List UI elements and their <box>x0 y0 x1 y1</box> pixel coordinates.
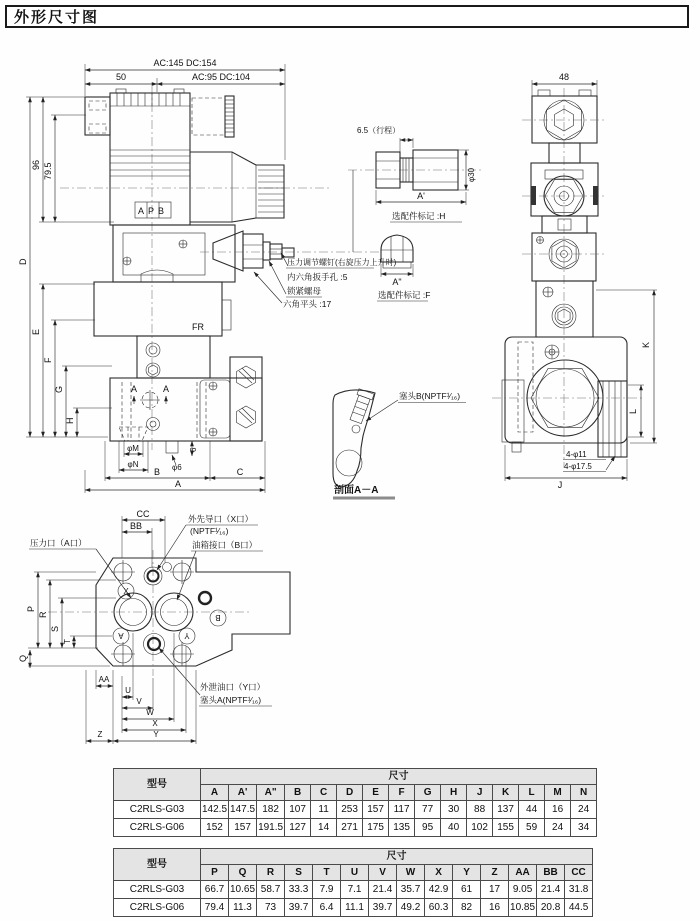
dim-value-cell: 24 <box>571 801 597 819</box>
dim-column-header: F <box>389 785 415 801</box>
dim-value-cell: 88 <box>467 801 493 819</box>
dim-value-cell: 157 <box>363 801 389 819</box>
tank-port-label: 油箱接口（B口） <box>192 540 258 550</box>
dim-table <box>113 768 597 837</box>
page-title: 外形尺寸图 <box>5 5 689 28</box>
dim-value-cell: 24 <box>545 819 571 837</box>
drain-port-label: 外泄油口（Y口） <box>200 682 266 692</box>
dim-label-d: D <box>18 258 28 265</box>
dim-column-header: BB <box>537 865 565 881</box>
dim-value-cell: 49.2 <box>397 899 425 917</box>
dim-value-cell: 34 <box>571 819 597 837</box>
dim-column-header: AA <box>509 865 537 881</box>
dim-label-q: Q <box>18 654 28 662</box>
dim-column-header: A" <box>257 785 285 801</box>
port-x-label: X <box>123 587 129 596</box>
dim-value-cell: 152 <box>201 819 229 837</box>
handle-option-drawing <box>348 125 482 252</box>
table-row <box>114 819 597 837</box>
dim-value-cell: 7.1 <box>341 881 369 899</box>
model-cell: C2RLS-G06 <box>114 899 201 917</box>
dimension-table-1 <box>113 768 597 837</box>
dim-value-cell: 10.85 <box>509 899 537 917</box>
dim-label-a-prime: A' <box>417 191 425 201</box>
option-mark-f: 选配件标记 :F <box>378 290 431 300</box>
model-header: 型号 <box>114 769 201 801</box>
dim-label-x: X <box>152 719 158 728</box>
size-header: 尺寸 <box>201 849 593 865</box>
dim-value-cell: 61 <box>453 881 481 899</box>
dim-value-cell: 14 <box>311 819 337 837</box>
dim-value-cell: 16 <box>545 801 571 819</box>
dim-label-phi-6: φ6 <box>172 463 182 472</box>
dim-label-k: K <box>641 341 651 348</box>
dim-label-c: C <box>236 467 244 477</box>
dim-value-cell: 60.3 <box>425 899 453 917</box>
dim-value-cell: 182 <box>257 801 285 819</box>
dim-label-z: Z <box>97 730 103 739</box>
dim-value-cell: 142.5 <box>201 801 229 819</box>
dim-label-a-dprime: A" <box>392 277 402 287</box>
model-cell: C2RLS-G06 <box>114 819 201 837</box>
dim-column-header: Q <box>229 865 257 881</box>
dim-label-phi30: φ30 <box>467 167 476 182</box>
dim-label-stroke: 6.5（行程） <box>357 126 401 135</box>
dim-value-cell: 77 <box>415 801 441 819</box>
dim-column-header: A <box>201 785 229 801</box>
dim-label-96: 96 <box>31 159 41 170</box>
dim-label-b: B <box>153 467 161 477</box>
bottom-view-drawing <box>18 509 290 744</box>
dim-label-50: 50 <box>115 72 127 82</box>
dim-value-cell: 95 <box>415 819 441 837</box>
dim-value-cell: 40 <box>441 819 467 837</box>
dim-column-header: M <box>545 785 571 801</box>
port-b-label: B <box>215 613 221 622</box>
dim-label-y: Y <box>153 730 159 739</box>
dim-label-48: 48 <box>558 72 570 82</box>
dim-value-cell: 253 <box>337 801 363 819</box>
dim-value-cell: 44.5 <box>565 899 593 917</box>
dim-value-cell: 58.7 <box>257 881 285 899</box>
dim-value-cell: 20.8 <box>537 899 565 917</box>
dim-column-header: U <box>341 865 369 881</box>
dim-column-header: R <box>257 865 285 881</box>
dim-value-cell: 137 <box>493 801 519 819</box>
brand-label: APB <box>137 206 169 216</box>
dim-column-header: K <box>493 785 519 801</box>
dim-label-p: P <box>26 605 36 612</box>
port-a-label: A <box>118 631 124 640</box>
dim-label-ac-total: AC:145 DC:154 <box>153 58 217 68</box>
dim-value-cell: 31.8 <box>565 881 593 899</box>
screw-notes <box>254 253 397 309</box>
model-header: 型号 <box>114 849 201 881</box>
table-row <box>114 899 593 917</box>
dim-column-header: C <box>311 785 337 801</box>
dim-label-ac-right: AC:95 DC:104 <box>191 72 251 82</box>
table-row <box>114 881 593 899</box>
size-header: 尺寸 <box>201 769 597 785</box>
dim-value-cell: 10.65 <box>229 881 257 899</box>
dim-column-header: G <box>415 785 441 801</box>
dim-column-header: T <box>313 865 341 881</box>
holes-4-phi175-label: 4-φ17.5 <box>564 462 592 471</box>
option-mark-h: 选配件标记 :H <box>392 211 446 221</box>
dim-value-cell: 73 <box>257 899 285 917</box>
dim-value-cell: 21.4 <box>537 881 565 899</box>
dim-value-cell: 30 <box>441 801 467 819</box>
dim-column-header: V <box>369 865 397 881</box>
dim-value-cell: 82 <box>453 899 481 917</box>
dim-label-l: L <box>628 408 638 414</box>
dim-column-header: CC <box>565 865 593 881</box>
model-cell: C2RLS-G03 <box>114 801 201 819</box>
section-mark-right: A <box>162 384 170 394</box>
dimension-table-2 <box>113 848 593 917</box>
dim-value-cell: 7.9 <box>313 881 341 899</box>
dim-value-cell: 155 <box>493 819 519 837</box>
dim-value-cell: 11 <box>311 801 337 819</box>
dim-column-header: B <box>285 785 311 801</box>
dim-value-cell: 11.1 <box>341 899 369 917</box>
dim-label-a: A <box>174 479 182 489</box>
dim-label-g: G <box>54 385 64 393</box>
table-row <box>114 801 597 819</box>
dim-value-cell: 39.7 <box>369 899 397 917</box>
dim-column-header: W <box>397 865 425 881</box>
dim-label-bb: BB <box>129 521 143 531</box>
note-hex-hole: 内六角扳手孔 :5 <box>287 272 348 282</box>
dim-column-header: A' <box>229 785 257 801</box>
dim-value-cell: 17 <box>481 881 509 899</box>
dim-value-cell: 21.4 <box>369 881 397 899</box>
dim-value-cell: 147.5 <box>229 801 257 819</box>
dim-value-cell: 9.05 <box>509 881 537 899</box>
drain-plug-label: 塞头A(NPTF¹⁄₁₆) <box>200 695 262 705</box>
dim-label-h: H <box>65 417 75 424</box>
dim-label-w: W <box>146 708 154 717</box>
screw-option-drawing <box>377 235 430 301</box>
dim-label-f: F <box>43 357 53 363</box>
dim-label-t: T <box>63 639 72 644</box>
pilot-port-thread-label: (NPTF¹⁄₁₆) <box>190 526 229 536</box>
dim-value-cell: 157 <box>229 819 257 837</box>
dim-value-cell: 44 <box>519 801 545 819</box>
port-y-label: Y <box>184 631 190 640</box>
dim-label-j: J <box>557 480 563 490</box>
dim-value-cell: 16 <box>481 899 509 917</box>
dim-table <box>113 848 593 917</box>
dim-column-header: H <box>441 785 467 801</box>
dim-label-e: E <box>31 328 41 335</box>
pressure-port-label: 压力口（A口） <box>30 538 87 548</box>
side-view-drawing <box>492 72 657 490</box>
dim-column-header: E <box>363 785 389 801</box>
dim-value-cell: 191.5 <box>257 819 285 837</box>
plug-b-label: 塞头B(NPTF¹⁄₁₆) <box>399 391 461 401</box>
dim-value-cell: 33.3 <box>285 881 313 899</box>
dim-value-cell: 59 <box>519 819 545 837</box>
dim-value-cell: 127 <box>285 819 311 837</box>
note-pressure-screw: 压力调节螺钉(右旋压力上升时) <box>287 258 397 267</box>
dim-column-header: J <box>467 785 493 801</box>
pilot-port-label: 外先导口（X口） <box>188 514 254 524</box>
dim-value-cell: 102 <box>467 819 493 837</box>
dim-column-header: S <box>285 865 313 881</box>
model-cell: C2RLS-G03 <box>114 881 201 899</box>
dim-label-aa: AA <box>98 675 110 684</box>
dim-column-header: Y <box>453 865 481 881</box>
dim-column-header: X <box>425 865 453 881</box>
dim-value-cell: 42.9 <box>425 881 453 899</box>
dim-column-header: D <box>337 785 363 801</box>
dim-value-cell: 135 <box>389 819 415 837</box>
note-hex-flat: 六角平头 :17 <box>283 299 332 309</box>
dim-value-cell: 6.4 <box>313 899 341 917</box>
dim-value-cell: 66.7 <box>201 881 229 899</box>
dim-label-phi-n: φN <box>127 460 139 469</box>
holes-4-phi11-label: 4-φ11 <box>566 450 587 459</box>
dim-value-cell: 117 <box>389 801 415 819</box>
dim-label-6: 6 <box>189 447 198 452</box>
dim-value-cell: 35.7 <box>397 881 425 899</box>
dim-label-u: U <box>125 686 131 695</box>
dim-label-cc: CC <box>136 509 150 519</box>
section-view-drawing <box>333 389 466 500</box>
dim-value-cell: 11.3 <box>229 899 257 917</box>
section-caption: 剖面A－A <box>334 485 379 496</box>
dim-column-header: Z <box>481 865 509 881</box>
note-lock-nut: 锁紧螺母 <box>287 286 322 296</box>
dim-column-header: N <box>571 785 597 801</box>
dim-value-cell: 271 <box>337 819 363 837</box>
dim-column-header: P <box>201 865 229 881</box>
dim-label-s: S <box>50 625 60 632</box>
dim-label-v: V <box>136 697 142 706</box>
dim-value-cell: 107 <box>285 801 311 819</box>
dim-label-phi-m: φM <box>127 444 139 453</box>
dim-value-cell: 79.4 <box>201 899 229 917</box>
fr-label: FR <box>192 322 204 332</box>
dim-label-79-5: 79.5 <box>43 162 53 180</box>
section-mark-left: A <box>130 384 138 394</box>
dim-value-cell: 39.7 <box>285 899 313 917</box>
dim-label-r: R <box>38 611 48 618</box>
dim-value-cell: 175 <box>363 819 389 837</box>
dim-column-header: L <box>519 785 545 801</box>
